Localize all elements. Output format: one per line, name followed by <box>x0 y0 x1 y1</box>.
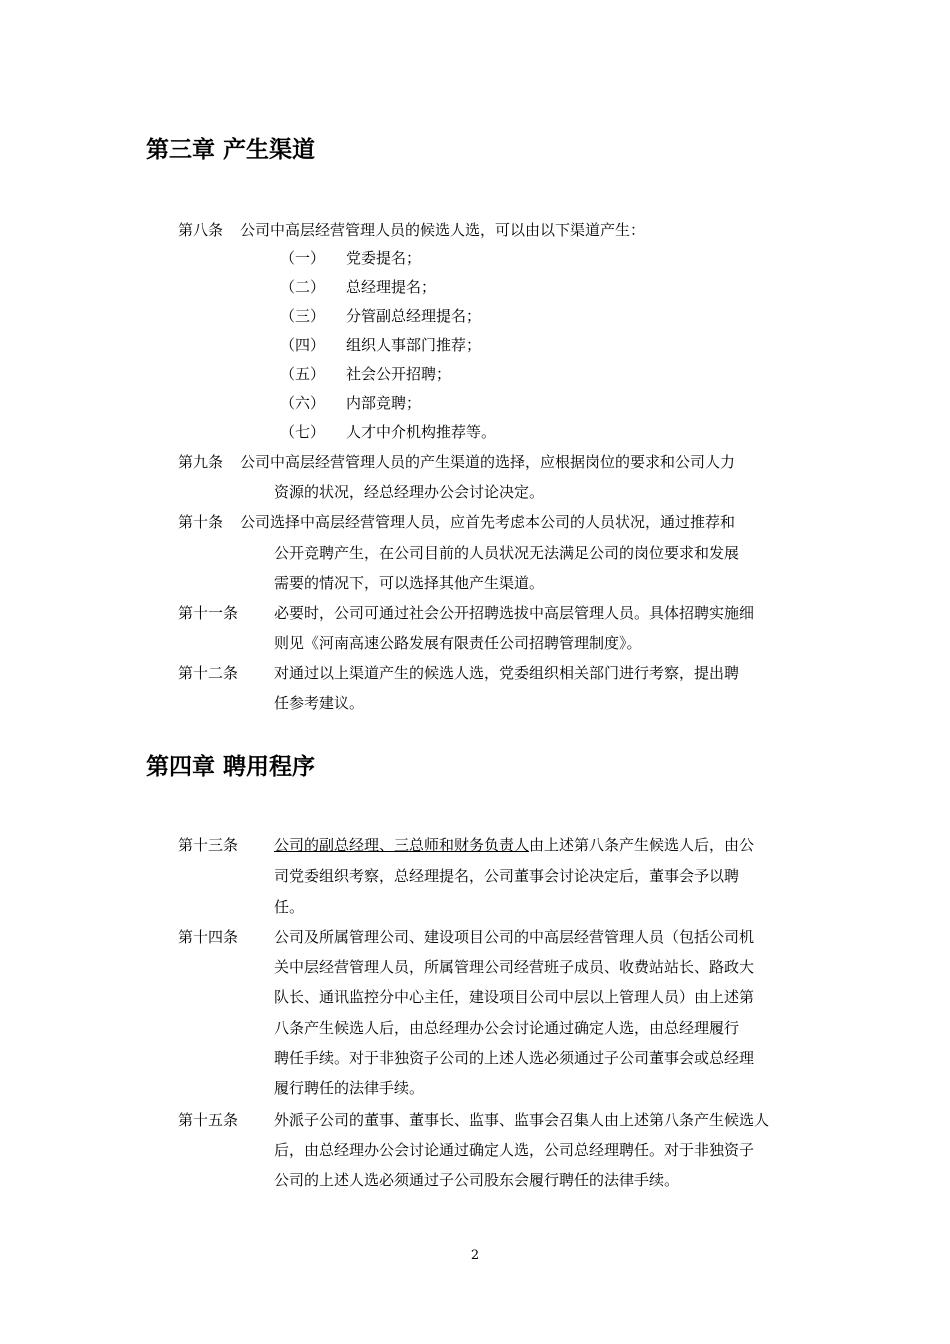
article-11-line: 则见《河南高速公路发展有限责任公司招聘管理制度》。 <box>274 634 642 652</box>
article-9-line: 资源的状况，经总经理办公会讨论决定。 <box>274 483 545 501</box>
list-item-text: 组织人事部门推荐； <box>346 336 482 354</box>
article-14-line: 聘任手续。对于非独资子公司的上述人选必须通过子公司董事会或总经理 <box>274 1049 755 1067</box>
chapter-4-title: 第四章 聘用程序 <box>146 754 316 780</box>
article-10-line: 公开竞聘产生，在公司目前的人员状况无法满足公司的岗位要求和发展 <box>274 544 740 562</box>
article-15-line: 后，由总经理办公会讨论通过确定人选，公司总经理聘任。对于非独资子 <box>274 1141 755 1159</box>
list-item-text: 人才中介机构推荐等。 <box>346 423 497 441</box>
article-14-line: 公司及所属管理公司、建设项目公司的中高层经营管理人员（包括公司机 <box>274 928 755 946</box>
chapter-3-title: 第三章 产生渠道 <box>146 137 316 163</box>
list-item-text: 社会公开招聘； <box>346 365 452 383</box>
list-item-number: （五） <box>280 365 326 383</box>
article-11-line: 必要时，公司可通过社会公开招聘选拔中高层管理人员。具体招聘实施细 <box>274 604 755 622</box>
article-8-label: 第八条 <box>178 221 224 239</box>
article-14-label: 第十四条 <box>178 928 239 946</box>
list-item-text: 内部竞聘； <box>346 394 422 412</box>
article-10-label: 第十条 <box>178 513 224 531</box>
article-14-line: 八条产生候选人后，由总经理办公会讨论通过确定人选，由总经理履行 <box>274 1019 740 1037</box>
article-9-label: 第九条 <box>178 453 224 471</box>
list-item-text: 党委提名； <box>346 249 422 267</box>
article-8-text: 公司中高层经营管理人员的候选人选，可以由以下渠道产生： <box>240 221 646 239</box>
list-item-number: （二） <box>280 278 326 296</box>
article-12-label: 第十二条 <box>178 664 239 682</box>
list-item-number: （四） <box>280 336 326 354</box>
article-13-line: 司党委组织考察，总经理提名，公司董事会讨论决定后，董事会予以聘 <box>274 867 740 885</box>
article-11-label: 第十一条 <box>178 604 239 622</box>
list-item-number: （一） <box>280 249 326 267</box>
article-12-line: 对通过以上渠道产生的候选人选，党委组织相关部门进行考察，提出聘 <box>274 664 740 682</box>
article-13-line: 任。 <box>274 898 305 916</box>
list-item-number: （七） <box>280 423 326 441</box>
article-9-line: 公司中高层经营管理人员的产生渠道的选择，应根据岗位的要求和公司人力 <box>240 453 736 471</box>
article-10-line: 需要的情况下，可以选择其他产生渠道。 <box>274 574 545 592</box>
list-item-number: （六） <box>280 394 326 412</box>
underlined-text: 公司的副总经理、三总师和财务负责人 <box>274 836 530 854</box>
article-13-line-rest: 由上述第八条产生候选人后，由公 <box>529 836 755 854</box>
article-15-line: 公司的上述人选必须通过子公司股东会履行聘任的法律手续。 <box>274 1171 680 1189</box>
article-13-label: 第十三条 <box>178 836 239 854</box>
list-item-text: 总经理提名； <box>346 278 437 296</box>
article-13-line <box>274 835 754 855</box>
article-14-line: 关中层经营管理人员，所属管理公司经营班子成员、收费站站长、路政大 <box>274 958 755 976</box>
article-15-label: 第十五条 <box>178 1111 239 1129</box>
article-10-line: 公司选择中高层经营管理人员，应首先考虑本公司的人员状况，通过推荐和 <box>240 513 736 531</box>
article-12-line: 任参考建议。 <box>274 694 365 712</box>
list-item-text: 分管副总经理提名； <box>346 307 482 325</box>
article-14-line: 队长、通讯监控分中心主任，建设项目公司中层以上管理人员）由上述第 <box>274 988 755 1006</box>
article-14-line: 履行聘任的法律手续。 <box>274 1079 425 1097</box>
article-15-line: 外派子公司的董事、董事长、监事、监事会召集人由上述第八条产生候选人 <box>274 1111 770 1129</box>
list-item-number: （三） <box>280 307 326 325</box>
page-number: 2 <box>470 1248 480 1263</box>
